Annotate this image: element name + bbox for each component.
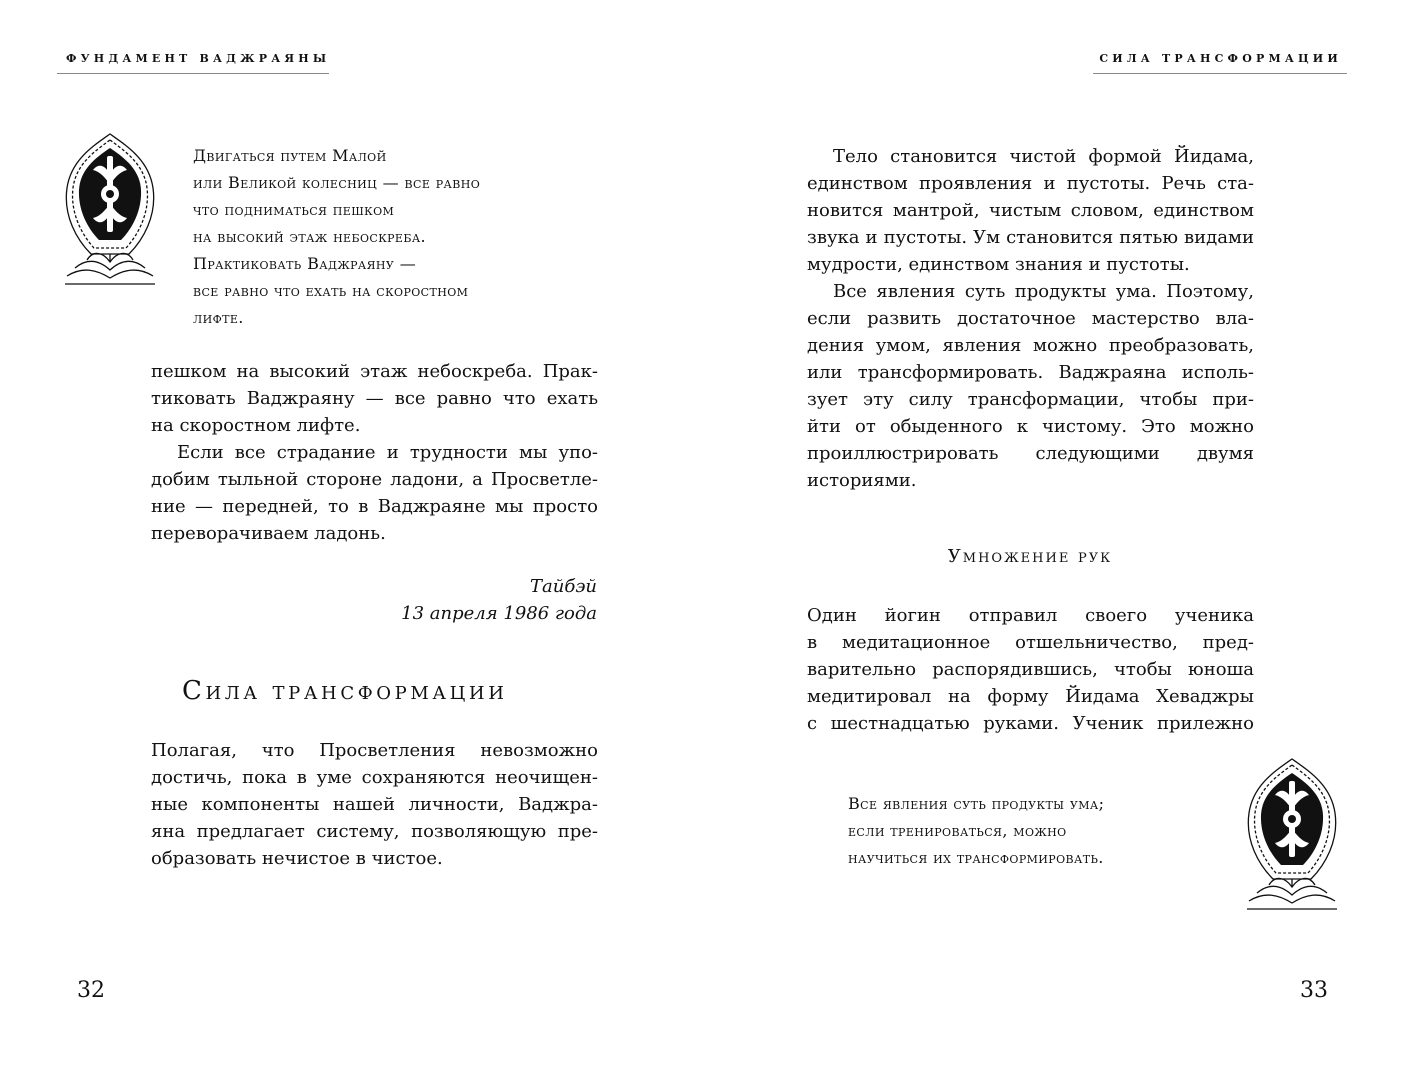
- body-line: достичь, пока в уме сохраняются неочищен-: [151, 767, 598, 788]
- subsection-text-right: [807, 602, 1254, 737]
- body-line: мудрости, единством знания и пустоты.: [807, 254, 1190, 275]
- running-head-rule-right: [1093, 73, 1347, 74]
- page-number-left: 32: [77, 978, 105, 1003]
- body-line: в медитационное отшельничество, пред-: [807, 632, 1254, 653]
- pull-quote-line: Все явления суть продукты ума;: [848, 794, 1105, 813]
- body-line: или трансформировать. Ваджраяна исполь-: [807, 362, 1254, 383]
- body-line: тиковать Ваджраяну — все равно что ехать: [151, 388, 598, 409]
- body-line: Все явления суть продукты ума. Поэтому,: [833, 281, 1254, 302]
- body-line: йти от обыденного к чистому. Это можно: [807, 416, 1254, 437]
- body-line: медитировал на форму Йидама Хеваджры: [807, 686, 1254, 707]
- body-line: зует эту силу трансформации, чтобы при-: [807, 389, 1254, 410]
- body-text-right: [807, 143, 1254, 494]
- page-number-right: 33: [1300, 978, 1328, 1003]
- body-line: проиллюстрировать следующими двумя: [807, 443, 1254, 464]
- body-line: Если все страдание и трудности мы упо-: [177, 442, 598, 463]
- running-head-right: СИЛА ТРАНСФОРМАЦИИ: [1099, 52, 1342, 65]
- body-line: Тело становится чистой формой Йидама,: [833, 146, 1254, 167]
- pull-quote-line: лифте.: [193, 308, 244, 327]
- pull-quote-left: [193, 142, 480, 331]
- body-line: добим тыльной стороне ладони, а Просветле-: [151, 469, 598, 490]
- body-line: на скоростном лифте.: [151, 415, 361, 436]
- pull-quote-line: все равно что ехать на скоростном: [193, 281, 469, 300]
- pull-quote-line: научиться их трансформировать.: [848, 848, 1104, 867]
- body-line: новится мантрой, чистым словом, единством: [807, 200, 1254, 221]
- body-line: с шестнадцатью руками. Ученик прилежно: [807, 713, 1254, 734]
- signature-block: [401, 573, 597, 627]
- section-title: Сила трансформации: [182, 676, 508, 706]
- signature-name: Тайбэй: [530, 576, 597, 597]
- body-line: ные компоненты нашей личности, Ваджра-: [151, 794, 598, 815]
- subsection-title: Умножение рук: [947, 546, 1113, 567]
- body-line: ние — передней, то в Ваджраяне мы просто: [151, 496, 598, 517]
- body-line: яна предлагает систему, позволяющую пре-: [151, 821, 598, 842]
- running-head-rule-left: [57, 73, 329, 74]
- signature-date: 13 апреля 1986 года: [401, 603, 597, 624]
- vajra-emblem-icon: [57, 130, 163, 290]
- body-line: переворачиваем ладонь.: [151, 523, 386, 544]
- body-line: пешком на высокий этаж небоскреба. Прак-: [151, 361, 598, 382]
- body-line: варительно распорядившись, чтобы юноша: [807, 659, 1254, 680]
- pull-quote-line: если тренироваться, можно: [848, 821, 1067, 840]
- body-line: звука и пустоты. Ум становится пятью видами: [807, 227, 1254, 248]
- pull-quote-line: Практиковать Ваджраяну —: [193, 254, 417, 273]
- vajra-emblem-icon: [1239, 755, 1345, 915]
- pull-quote-line: или Великой колесниц — все равно: [193, 173, 481, 192]
- pull-quote-right: [848, 790, 1104, 871]
- running-head-left: ФУНДАМЕНТ ВАДЖРАЯНЫ: [66, 52, 331, 65]
- body-line: единством проявления и пустоты. Речь ста-: [807, 173, 1254, 194]
- right-page: [702, 0, 1404, 1080]
- body-text-left: [151, 358, 598, 547]
- body-line: если развить достаточное мастерство вла-: [807, 308, 1254, 329]
- body-line: дения умом, явления можно преобразовать,: [807, 335, 1254, 356]
- body-line: Один йогин отправил своего ученика: [807, 605, 1254, 626]
- pull-quote-line: на высокий этаж небоскреба.: [193, 227, 427, 246]
- pull-quote-line: Двигаться путем Малой: [193, 146, 387, 165]
- body-line: Полагая, что Просветления невозможно: [151, 740, 598, 761]
- section-text-left: [151, 737, 598, 872]
- pull-quote-line: что подниматься пешком: [193, 200, 395, 219]
- body-line: образовать нечистое в чистое.: [151, 848, 443, 869]
- body-line: историями.: [807, 470, 917, 491]
